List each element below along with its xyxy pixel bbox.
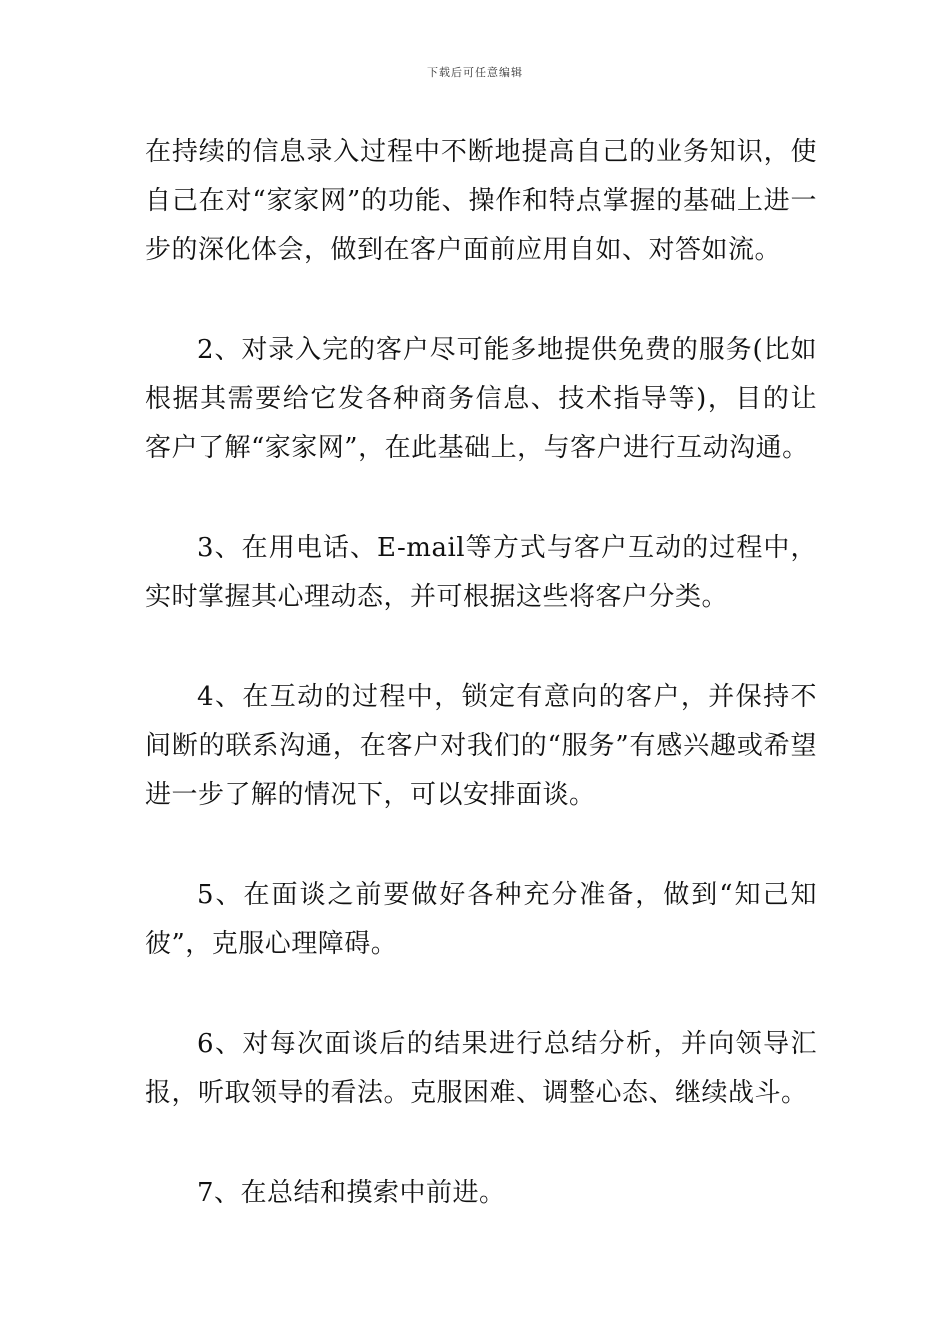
paragraph-item-2: 2、对录入完的客户尽可能多地提供免费的服务(比如根据其需要给它发各种商务信息、技术指导等)，目的让客户了解“家家网”，在此基础上，与客户进行互动沟通。 bbox=[145, 335, 817, 463]
document-body bbox=[145, 128, 817, 1269]
paragraph-continuation: 在持续的信息录入过程中不断地提高自己的业务知识，使自己在对“家家网”的功能、操作和特点掌握的基础上进一步的深化体会，做到在客户面前应用自如、对答如流。 bbox=[145, 137, 817, 265]
page-header: 下载后可任意编辑 bbox=[427, 66, 523, 79]
paragraph-item-7: 7、在总结和摸索中前进。 bbox=[197, 1178, 506, 1208]
paragraph-item-6: 6、对每次面谈后的结果进行总结分析，并向领导汇报，听取领导的看法。克服困难、调整心态、继续战斗。 bbox=[145, 1029, 817, 1108]
paragraph-item-3: 3、在用电话、E-mail等方式与客户互动的过程中，实时掌握其心理动态，并可根据这些将客户分类。 bbox=[145, 533, 817, 612]
paragraph-item-4: 4、在互动的过程中，锁定有意向的客户，并保持不间断的联系沟通，在客户对我们的“服务”有感兴趣或希望进一步了解的情况下，可以安排面谈。 bbox=[145, 682, 817, 810]
paragraph-item-5: 5、在面谈之前要做好各种充分准备，做到“知己知彼”，克服心理障碍。 bbox=[145, 880, 817, 959]
